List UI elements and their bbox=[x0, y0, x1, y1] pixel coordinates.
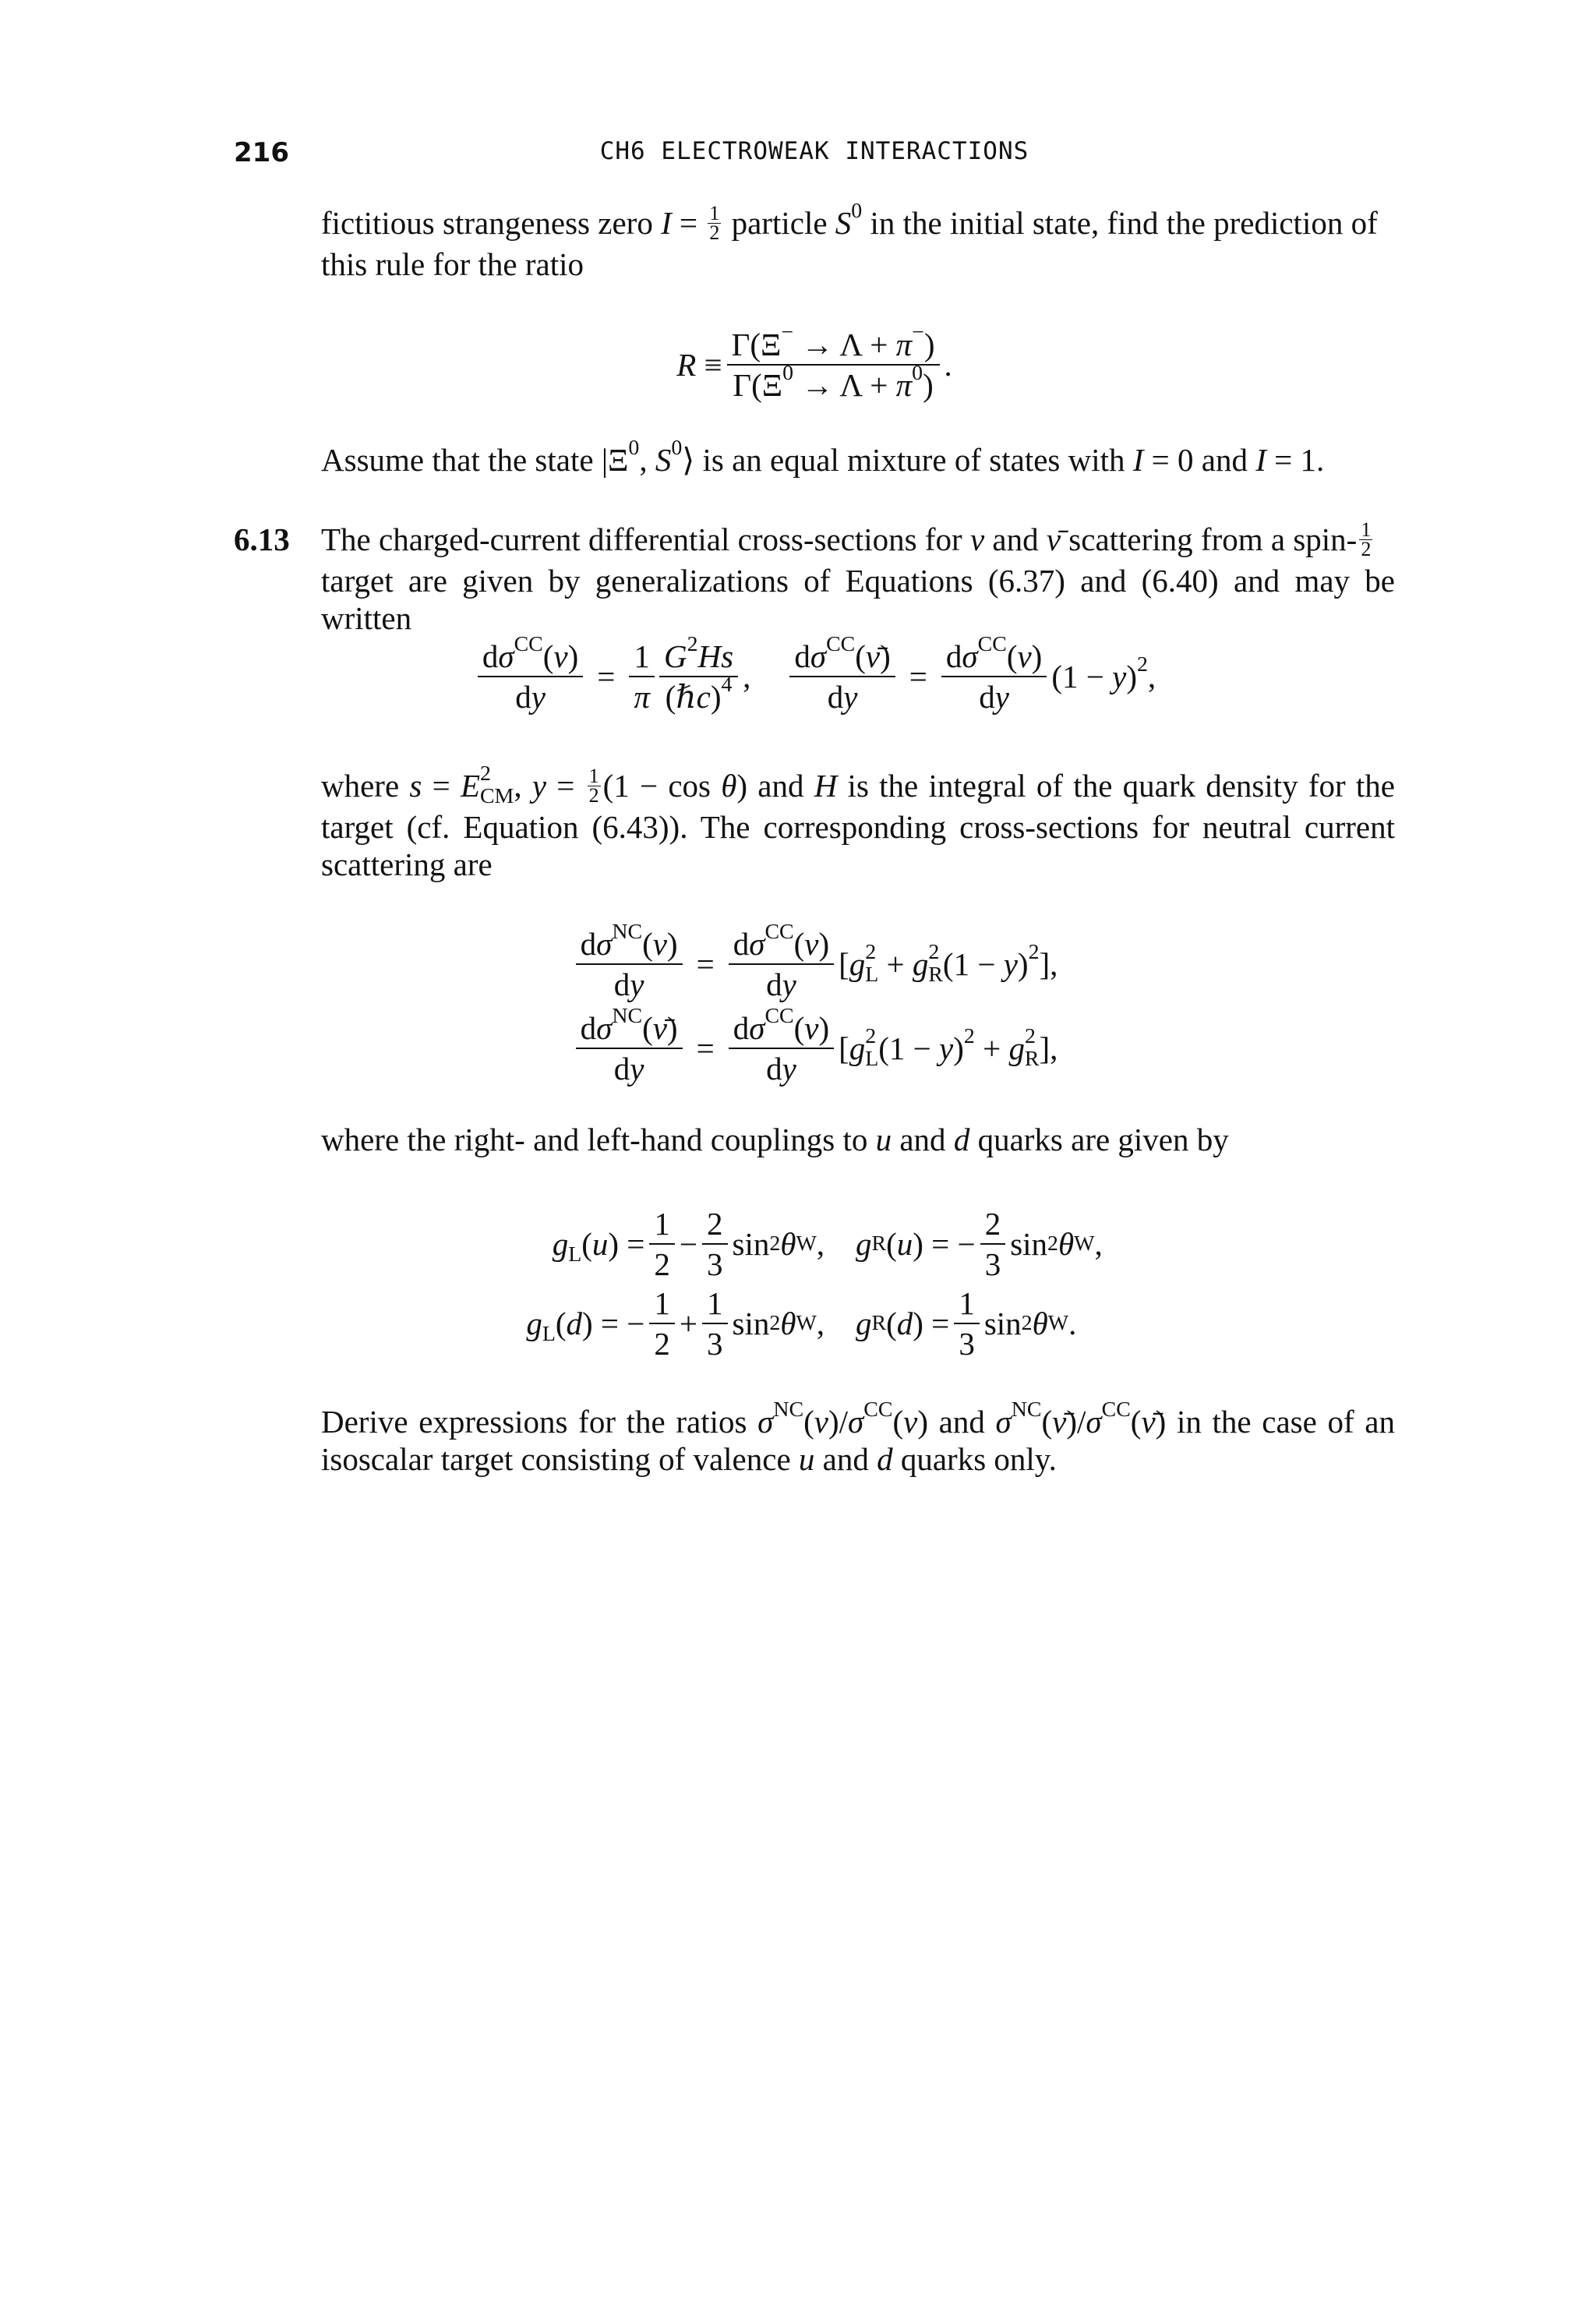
text-run: particle bbox=[723, 205, 835, 241]
text-run: Derive expressions for the ratios bbox=[321, 1404, 758, 1440]
text-run: and bbox=[747, 768, 814, 804]
text-run: in the initial state, find the prediction of bbox=[862, 205, 1378, 241]
text-run: in the case of an isoscalar target consisting of valence bbox=[321, 1404, 1395, 1477]
problem-statement: The charged-current differential cross-sections for ν and ν̄ scattering from a spin- $\frac{1}{2}$ target are given by generalizations of Equations (6.37) and (6.40) and may be written bbox=[321, 518, 1395, 637]
text-run: quarks only. bbox=[892, 1441, 1057, 1477]
text-run: , bbox=[514, 768, 532, 804]
text-run: and bbox=[984, 521, 1047, 557]
equation-nc-antineutrino: $\frac{d\sigma^{NC}(\nū)}{dy}$ = $\frac{d\sigma^{CC}(\nu)}{dy}$ $[g^2_L(1 - y)^2 + g^2_R]$, bbox=[571, 1009, 1058, 1088]
paragraph-assumption: Assume that the state $|\Xi^0$, $S^0⟩$ is an equal mixture of states with I = 0 and I = 1. bbox=[321, 436, 1325, 478]
paragraph-definitions: where $s = E^2_{CM}$, y = $\frac{1}{2}$ (1 − cos θ) and H is the integral of the quark density for the target (cf. Equation (6.43)). The corresponding cross-sections for neutral current scattering are bbox=[321, 761, 1395, 883]
paragraph-task: Derive expressions for the ratios $\sigma^{NC}(\nu)/\sigma^{CC}(\nu)$ and $\sigma^{NC}(\nū)/\sigma^{CC}(\nū)$ in the case of an isoscalar target consisting of valence u and d quarks only. bbox=[321, 1398, 1395, 1477]
ratio-fraction: $\frac{\Gamma(\Xi^- \to \Lambda + \pi^-)}{\Gamma(\Xi^0 \to \Lambda + \pi^0)}$ bbox=[727, 325, 940, 405]
page-number: 216 bbox=[234, 137, 289, 168]
equation-cc-cross-sections: $\frac{d\sigma^{CC}(\nu)}{dy}$ = $\frac{1}{\pi}$ $\frac{G^2Hs}{(\hbar c)^4}$ , $\frac{d\sigma^{CC}(\nū)}{dy}$ = $\frac{d\sigma^{CC}(\nu)}{dy}$ $(1 - y)^2$, bbox=[234, 630, 1395, 723]
text-run: . bbox=[1316, 442, 1325, 478]
paragraph-couplings-intro: where the right- and left-hand couplings to u and d quarks are given by bbox=[321, 1122, 1229, 1157]
text-run: and bbox=[814, 1441, 877, 1477]
equation-couplings: $g_L(u)$ = $\frac{1}{2}$ − $\frac{2}{3}$ sin 2 θ W , g R ( u ) = − $\frac{2}{3}$ sin 2 θ W , $g_L(d)$ = − $\frac{1}{2}$ + $\frac{1}{3}$ sin 2 θ W , g R ( d ) = $\frac{1}{3}$ sin 2 θ W . bbox=[526, 1206, 1103, 1362]
text-run: this rule for the ratio bbox=[321, 246, 584, 283]
text-run: target are given by generalizations of Equations (6.37) and (6.40) and may be written bbox=[321, 563, 1395, 637]
text-run: quarks are given by bbox=[969, 1122, 1229, 1157]
paragraph-intro: fictitious strangeness zero I = $\frac{1}{2}$ particle $S^0$ in the initial state, find the prediction of this rule for the ratio bbox=[321, 199, 1378, 283]
text-run: scattering from a spin- bbox=[1061, 521, 1358, 557]
fraction-half: $\frac{1}{2}$ bbox=[709, 202, 720, 245]
problem-number: 6.13 bbox=[234, 521, 290, 557]
text-run: The charged-current differential cross-sections for bbox=[321, 521, 970, 557]
text-run: Assume that the state bbox=[321, 442, 602, 478]
text-run: and bbox=[1193, 442, 1256, 478]
text-run: where bbox=[321, 768, 410, 804]
fraction-half: $\frac{1}{2}$ bbox=[588, 765, 599, 807]
equation-nc-cross-sections bbox=[234, 917, 1395, 1096]
text-run: is the integral of the quark density for the target (cf. Equation (6.43)). The corresponding cross-sections for neutral current scattering are bbox=[321, 768, 1395, 883]
equation-ratio: R ≡ $\frac{\Gamma(\Xi^- \to \Lambda + \pi^-)}{\Gamma(\Xi^0 \to \Lambda + \pi^0)}$ . bbox=[676, 320, 952, 403]
text-run: where the right- and left-hand couplings to bbox=[321, 1122, 876, 1157]
text-run: fictitious strangeness zero bbox=[321, 205, 662, 241]
equation-nc-neutrino: $\frac{d\sigma^{NC}(\nu)}{dy}$ = $\frac{d\sigma^{CC}(\nu)}{dy}$ $[g^2_L + g^2_R(1 - y)^2]$, bbox=[571, 924, 1058, 1004]
running-title: CH6 ELECTROWEAK INTERACTIONS bbox=[599, 137, 1029, 165]
text-run: and bbox=[927, 1404, 996, 1440]
page-header bbox=[234, 137, 1395, 176]
fraction-half: $\frac{1}{2}$ bbox=[1361, 518, 1372, 561]
text-run: and bbox=[892, 1122, 954, 1157]
text-run: is an equal mixture of states with bbox=[694, 442, 1133, 478]
